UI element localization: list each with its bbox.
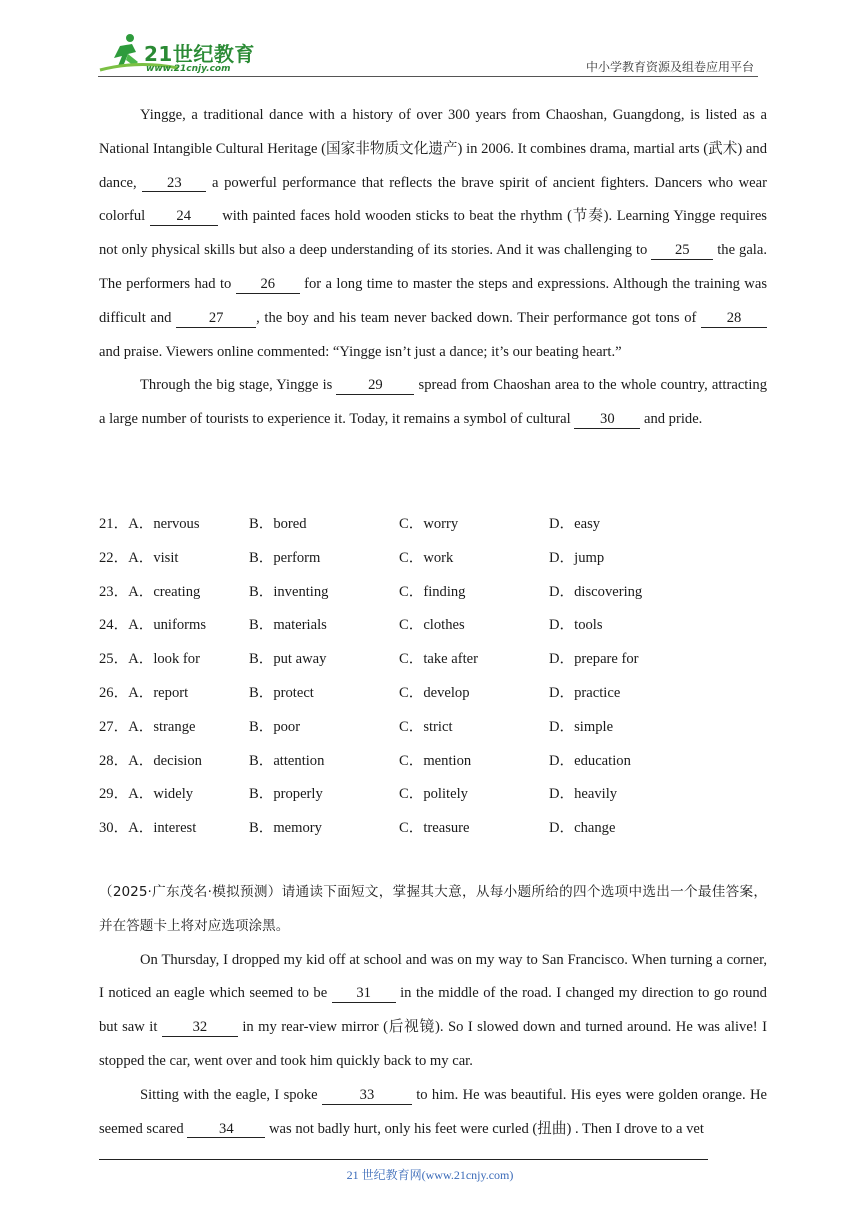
option-c: C．worry (399, 516, 459, 532)
option-d: D．tools (549, 617, 603, 634)
blank-33: 33 (322, 1087, 412, 1105)
option-b: B．protect (249, 684, 314, 701)
option-d: D．practice (549, 684, 621, 701)
text-run: On Thursday, I dropped my kid off at school and was on my way to San Francisco. When turning a corner, I noticed an eagle which seemed to be (99, 951, 767, 1002)
option-b: B．properly (249, 786, 323, 803)
option-c: C．mention (399, 752, 472, 769)
option-b: B．attention (249, 752, 325, 769)
question-option-a: 21．A．nervous (99, 516, 200, 532)
question-option-a: 24．A．uniforms (99, 617, 207, 634)
option-row (99, 538, 767, 572)
option-c: C．work (399, 549, 454, 566)
blank-32: 32 (162, 1019, 238, 1037)
question-option-a: 22．A．visit (99, 549, 179, 566)
text-run: with painted faces hold wooden sticks to beat the rhythm (节奏). Learning Yingge requires not only physical skills but also a deep understanding of its stories. And it was challenging to (99, 208, 767, 259)
question-option-a: 25．A．look for (99, 651, 200, 668)
option-d: D．prepare for (549, 651, 639, 668)
question-option-a: 29．A．widely (99, 786, 194, 803)
option-d: D．jump (549, 549, 605, 566)
text-run: Yingge, a traditional dance with a history of over 300 years from Chaoshan, Guangdong, is listed as a National Intangible Cultural Heritage (国家非物质文化遗产) in 2006. It combines drama, martial arts (武术) and dance, (99, 107, 767, 191)
option-d: D．simple (549, 718, 614, 735)
text-run: Through the big stage, Yingge is (140, 377, 337, 394)
question-option-a: 28．A．decision (99, 752, 202, 769)
passage-2 (99, 876, 767, 1146)
blank-31: 31 (332, 985, 396, 1003)
passage-1-paragraph-1 (99, 99, 767, 369)
passage-1-paragraph-2 (99, 369, 767, 437)
option-row (99, 707, 767, 741)
question-option-a: 27．A．strange (99, 718, 196, 735)
section-instructions: （2025·广东茂名·模拟预测）请通读下面短文，掌握其大意，从每小题所给的四个选项中选出一个最佳答案，并在答题卡上将对应选项涂黑。 (99, 884, 767, 934)
option-d: D．education (549, 752, 631, 769)
text-run: in the middle of the road. I changed my direction to go round but saw it (99, 985, 767, 1036)
option-row (99, 639, 767, 673)
option-row (99, 673, 767, 707)
text-run: for a long time to master the steps and expressions. Although the training was difficult and (99, 275, 768, 326)
blank-29: 29 (336, 377, 414, 395)
option-d: D．discovering (549, 583, 643, 600)
option-d: D．easy (549, 516, 601, 532)
blank-24: 24 (150, 208, 218, 226)
options-list (99, 504, 767, 842)
passage-2-paragraph-1 (99, 944, 767, 1079)
text-run: , the boy and his team never backed down. Their performance got tons of (256, 309, 701, 326)
option-c: C．take after (399, 651, 479, 668)
logo (98, 32, 268, 76)
option-c: C．strict (399, 718, 453, 735)
blank-34: 34 (187, 1121, 265, 1139)
blank-23: 23 (142, 175, 206, 193)
passage-2-paragraph-2 (99, 1079, 767, 1147)
option-d: D．heavily (549, 786, 618, 803)
blank-26: 26 (236, 276, 300, 294)
option-row (99, 808, 767, 842)
option-b: B．bored (249, 516, 307, 532)
option-c: C．finding (399, 583, 466, 600)
option-row (99, 774, 767, 808)
option-row (99, 504, 767, 538)
text-run: a powerful performance that reflects the brave spirit of ancient fighters. Dancers who wear colorful (99, 174, 767, 225)
footer-divider (99, 1159, 708, 1160)
blank-28: 28 (701, 310, 767, 328)
page-header (98, 28, 758, 78)
text-run: was not badly hurt, only his feet were curled (扭曲) . Then I drove to a vet (265, 1120, 704, 1137)
option-b: B．poor (249, 718, 301, 735)
text-run: spread from Chaoshan area to the whole country, attracting a large number of tourists to experience it. Today, it remains a symbol of cultural (99, 377, 767, 428)
option-row (99, 741, 767, 775)
text-run: and pride. (640, 411, 703, 428)
text-run: to him. He was beautiful. His eyes were golden orange. He seemed scared (99, 1086, 767, 1137)
logo-url: www.21cnjy.com (146, 64, 231, 74)
text-run: the gala. The performers had to (99, 242, 767, 292)
text-run: Sitting with the eagle, I spoke (140, 1086, 322, 1103)
question-option-a: 26．A．report (99, 684, 189, 701)
blank-25: 25 (651, 242, 713, 260)
option-row (99, 572, 767, 606)
header-divider (98, 76, 758, 77)
option-c: C．clothes (399, 617, 465, 634)
question-option-a: 23．A．creating (99, 583, 201, 600)
option-d: D．change (549, 820, 616, 837)
blank-27: 27 (176, 310, 256, 328)
passage-1 (99, 99, 767, 437)
option-c: C．develop (399, 684, 470, 701)
option-row (99, 605, 767, 639)
text-run: and praise. Viewers online commented: “Yingge isn’t just a dance; it’s our beating heart.” (99, 343, 622, 360)
question-option-a: 30．A．interest (99, 820, 197, 837)
option-b: B．inventing (249, 583, 329, 600)
text-run: in my rear-view mirror (后视镜). So I slowed down and turned around. He was alive! I stopped the car, went over and took him quickly back to my car. (99, 1019, 767, 1069)
option-c: C．politely (399, 786, 468, 803)
option-b: B．memory (249, 820, 322, 837)
footer-link[interactable]: 21 世纪教育网(www.21cnjy.com) (346, 1168, 514, 1182)
option-b: B．materials (249, 617, 327, 634)
option-c: C．treasure (399, 820, 470, 837)
option-b: B．put away (249, 651, 327, 668)
platform-name: 中小学教育资源及组卷应用平台 (585, 60, 754, 74)
blank-30: 30 (574, 411, 640, 429)
option-b: B．perform (249, 549, 321, 566)
logo-text: 21世纪教育 (144, 42, 255, 66)
